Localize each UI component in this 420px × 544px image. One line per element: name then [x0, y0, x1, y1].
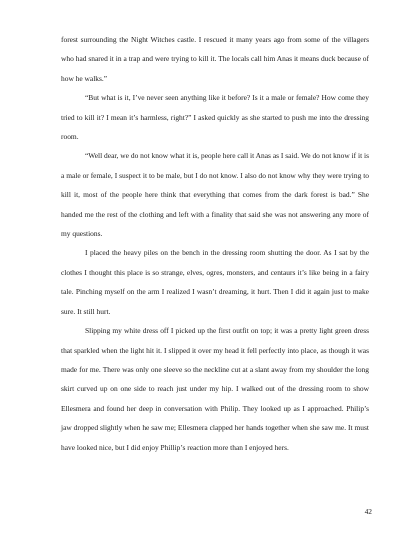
page-number: 42 [364, 507, 372, 516]
body-text [61, 30, 369, 457]
paragraph-2: “But what is it, I’ve never seen anything like it before? Is it a male or female? How come they tried to kill it? I mean it’s harmless, right?” I asked quickly as she started to push me into the dressing room. [61, 93, 369, 142]
paragraph-5: Slipping my white dress off I picked up the first outfit on top; it was a pretty light green dress that sparkled when the light hit it. I slipped it over my head it fell perfectly into place, as though it was made for me. There was only one sleeve so the neckline cut at a slant away from my shoulder the long skirt curved up on one side to reach just under my hip. I walked out of the dressing room to show Ellesmera and found her deep in conversation with Philip. They looked up as I approached. Philip’s jaw dropped slightly when he saw me; Ellesmera clapped her hands together when she saw me. It must have looked nice, but I did enjoy Phillip’s reaction more than I enjoyed hers. [61, 326, 369, 452]
paragraph-1: forest surrounding the Night Witches castle. I rescued it many years ago from some of the villagers who had snared it in a trap and were trying to kill it. The locals call him Anas it means duck because of how he walks.” [61, 35, 369, 83]
paragraph-4: I placed the heavy piles on the bench in the dressing room shutting the door. As I sat by the clothes I thought this place is so strange, elves, ogres, monsters, and centaurs it’s like being in a fairy tale. Pinching myself on the arm I realized I wasn’t dreaming, it hurt. Then I did it again just to make sure. It still hurt. [61, 248, 369, 316]
paragraph-3: “Well dear, we do not know what it is, people here call it Anas as I said. We do not know if it is a male or female, I suspect it to be male, but I do not know. I also do not know why they were trying to kill it, most of the people here think that everything that comes from the dark forest is bad.” She handed me the rest of the clothing and left with a finality that said she was not answering any more of my questions. [61, 151, 369, 239]
